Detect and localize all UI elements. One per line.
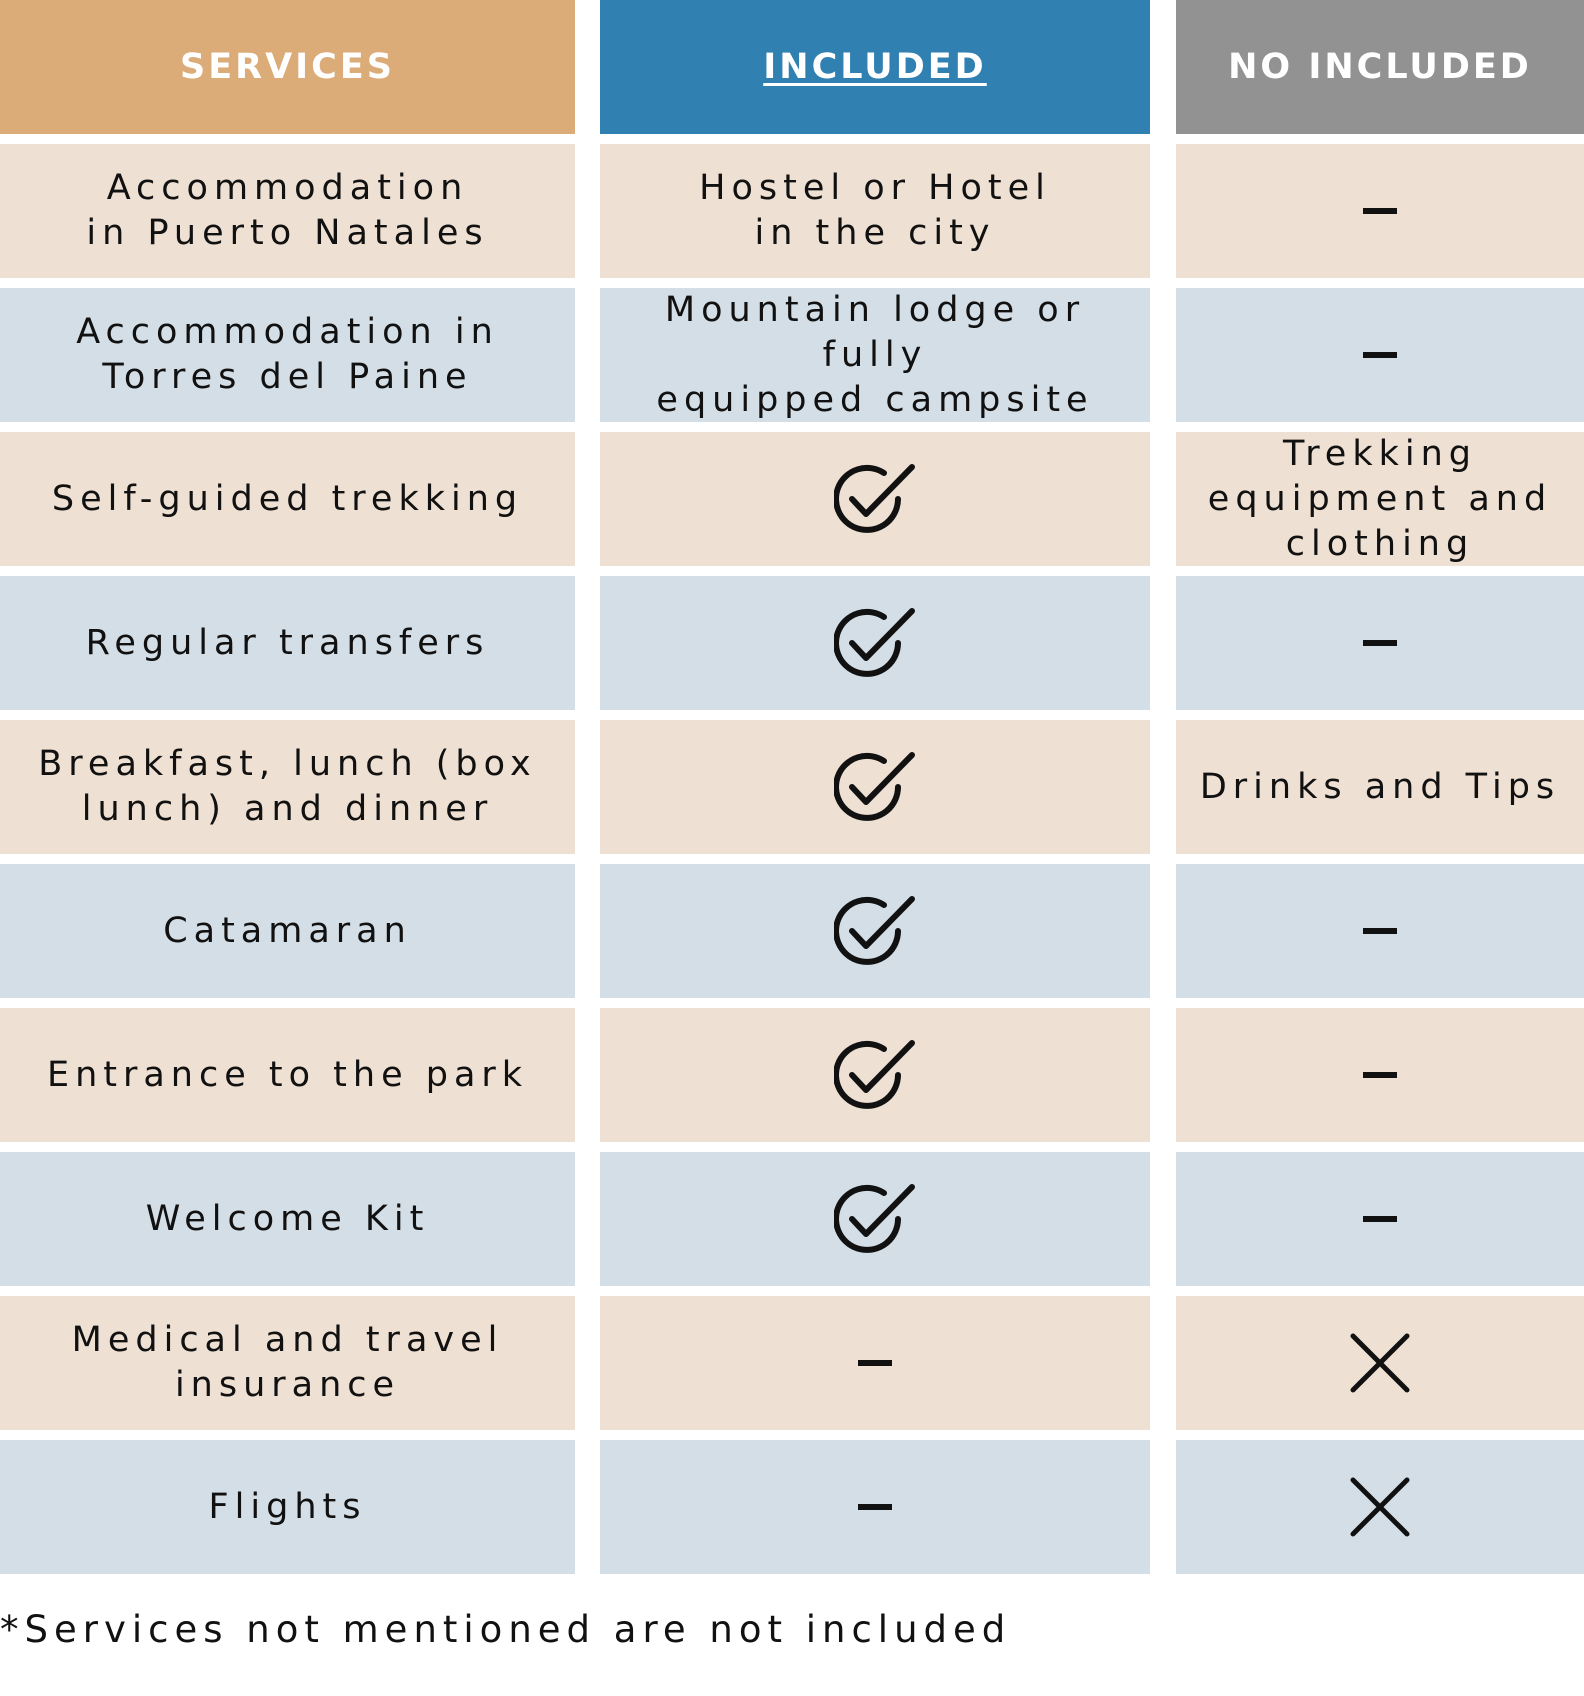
- check-circle-icon: [834, 1039, 916, 1111]
- service-name: Accommodation in Torres del Paine: [76, 312, 499, 397]
- cell-text: Mountain lodge or fully equipped campsite: [656, 289, 1094, 420]
- service-name: Entrance to the park: [46, 1054, 529, 1095]
- not-included-cell: [1176, 1440, 1584, 1574]
- check-circle-icon: [834, 895, 916, 967]
- service-cell: [0, 864, 575, 998]
- check-circle-icon: [834, 463, 916, 535]
- not-included-cell: [1176, 720, 1584, 854]
- not-included-cell: [1176, 1296, 1584, 1430]
- not-included-cell: [1176, 864, 1584, 998]
- service-name: Self-guided trekking: [51, 478, 524, 519]
- cell-text: Hostel or Hotel in the city: [699, 168, 1051, 253]
- included-cell: [600, 576, 1150, 710]
- service-cell: [0, 432, 575, 566]
- service-name: Catamaran: [163, 910, 412, 951]
- included-cell: [600, 288, 1150, 422]
- included-cell: [600, 1296, 1150, 1430]
- service-cell: [0, 1008, 575, 1142]
- service-name: Medical and travel insurance: [71, 1320, 504, 1405]
- cell-text: Drinks and Tips: [1199, 766, 1561, 807]
- service-name: Welcome Kit: [145, 1198, 430, 1239]
- not-included-cell: [1176, 288, 1584, 422]
- header-services-label: SERVICES: [180, 47, 395, 87]
- header-not-included-label: NO INCLUDED: [1228, 47, 1532, 87]
- header-included: [600, 0, 1150, 134]
- cell-text: Trekking equipment and clothing: [1207, 433, 1553, 564]
- service-name: Accommodation in Puerto Natales: [86, 168, 489, 253]
- header-not-included: [1176, 0, 1584, 134]
- not-included-cell: [1176, 1008, 1584, 1142]
- service-name: Breakfast, lunch (box lunch) and dinner: [38, 744, 537, 829]
- included-cell: [600, 1008, 1150, 1142]
- not-included-cell: [1176, 144, 1584, 278]
- included-cell: [600, 1152, 1150, 1286]
- service-cell: [0, 1296, 575, 1430]
- dash-icon: [858, 1360, 892, 1366]
- service-cell: [0, 1440, 575, 1574]
- not-included-cell: [1176, 432, 1584, 566]
- included-cell: [600, 864, 1150, 998]
- dash-icon: [1363, 352, 1397, 358]
- check-circle-icon: [834, 751, 916, 823]
- dash-icon: [1363, 208, 1397, 214]
- service-name: Flights: [208, 1486, 367, 1527]
- dash-icon: [1363, 1216, 1397, 1222]
- check-circle-icon: [834, 607, 916, 679]
- footnote: *Services not mentioned are not included: [0, 1608, 1012, 1651]
- check-circle-icon: [834, 1183, 916, 1255]
- x-icon: [1350, 1477, 1410, 1537]
- dash-icon: [858, 1504, 892, 1510]
- header-services: [0, 0, 575, 134]
- service-cell: [0, 144, 575, 278]
- service-cell: [0, 1152, 575, 1286]
- header-included-label: INCLUDED: [763, 47, 987, 87]
- service-cell: [0, 720, 575, 854]
- included-cell: [600, 720, 1150, 854]
- dash-icon: [1363, 1072, 1397, 1078]
- service-name: Regular transfers: [85, 622, 490, 663]
- x-icon: [1350, 1333, 1410, 1393]
- dash-icon: [1363, 640, 1397, 646]
- not-included-cell: [1176, 1152, 1584, 1286]
- included-cell: [600, 144, 1150, 278]
- service-cell: [0, 576, 575, 710]
- not-included-cell: [1176, 576, 1584, 710]
- included-cell: [600, 1440, 1150, 1574]
- included-cell: [600, 432, 1150, 566]
- service-cell: [0, 288, 575, 422]
- dash-icon: [1363, 928, 1397, 934]
